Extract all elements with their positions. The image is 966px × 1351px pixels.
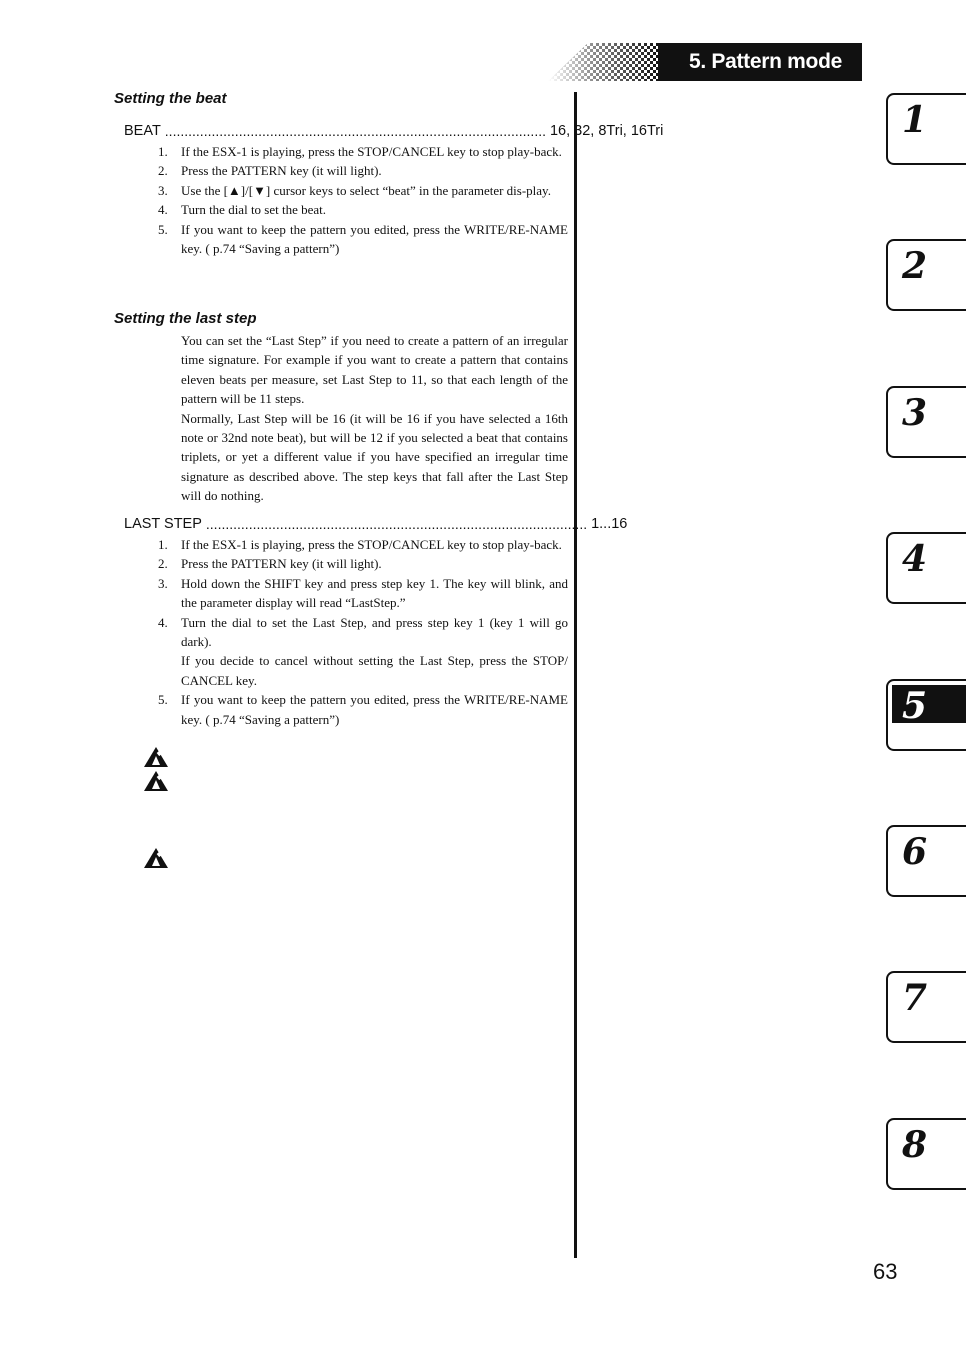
chapter-tab-number: 5: [902, 685, 928, 727]
chapter-tab-4[interactable]: [886, 532, 966, 604]
chapter-tab-number: 8: [902, 1124, 928, 1166]
chapter-header: [548, 43, 862, 81]
warning-icon: [143, 746, 169, 768]
step-number: 3.: [158, 575, 168, 591]
chapter-tab-6[interactable]: [886, 825, 966, 897]
list-item: [155, 142, 568, 161]
chapter-tab-number: 4: [902, 538, 928, 580]
step-text: Hold down the SHIFT key and press step key 1. The key will blink, and the parameter display will read “LastStep.”: [181, 575, 568, 611]
step-text: If the ESX-1 is playing, press the STOP/CANCEL key to stop play-back.: [181, 144, 562, 159]
chapter-tab-2[interactable]: [886, 239, 966, 311]
param-name: BEAT: [124, 123, 161, 139]
warning-icon: [143, 847, 169, 869]
param-range: 16, 32, 8Tri, 16Tri: [549, 123, 664, 139]
param-range: 1...16: [591, 516, 628, 532]
chapter-tab-number: 2: [902, 245, 928, 287]
paragraph-text: Normally, Last Step will be 16 (it will be 16 if you have selected a 16th note or 32nd note beat), but will be 12 if you selected a beat that contains triplets, or yet a different value if you have specified an irregular time signature as described above. The step keys that fall after the Last Step will do nothing.: [181, 410, 568, 504]
warning-icon: [143, 770, 169, 792]
chapter-title: 5. Pattern mode: [688, 50, 842, 73]
step-number: 3.: [158, 182, 168, 198]
beat-steps-list: [155, 142, 568, 258]
list-item: [155, 200, 568, 219]
step-number: 2.: [158, 163, 168, 179]
column-divider: [574, 92, 577, 1258]
param-leader-dots: ..................................................................................................: [205, 516, 588, 532]
list-item: [155, 574, 568, 613]
step-number: 1.: [158, 537, 168, 552]
step-number: 4.: [158, 202, 168, 218]
section-heading-beat: Setting the beat: [114, 90, 227, 107]
chapter-tab-3[interactable]: [886, 386, 966, 458]
step-note: If you decide to cancel without setting the Last Step, press the STOP/ CANCEL key.: [181, 653, 568, 688]
chapter-tab-5[interactable]: [886, 679, 966, 751]
chapter-tab-number: 1: [902, 99, 928, 141]
step-text: If the ESX-1 is playing, press the STOP/CANCEL key to stop play-back.: [181, 537, 562, 552]
chapter-tab-number: 3: [902, 392, 928, 434]
list-item: [155, 161, 568, 180]
list-item: [155, 535, 568, 554]
step-number: 2.: [158, 556, 168, 572]
section-heading-last-step: Setting the last step: [114, 310, 257, 327]
page-number: 63: [873, 1259, 898, 1284]
last-step-steps-list: [155, 535, 568, 729]
list-item: [155, 554, 568, 573]
step-number: 5.: [158, 221, 168, 237]
step-number: 5.: [158, 692, 168, 708]
step-number: 4.: [158, 614, 168, 630]
intro-paragraph: [181, 331, 568, 506]
step-number: 1.: [158, 144, 168, 159]
chapter-tab-7[interactable]: [886, 971, 966, 1043]
list-item: [155, 690, 568, 729]
chapter-tab-number: 6: [902, 831, 928, 873]
param-row-beat: [124, 119, 664, 139]
param-leader-dots: ..................................................................................................: [164, 123, 546, 139]
chapter-tab-number: 7: [902, 977, 928, 1019]
step-text: If you want to keep the pattern you edited, press the WRITE/RE-NAME key. ( p.74 “Saving a pattern”): [181, 221, 568, 257]
list-item: [155, 181, 568, 200]
paragraph-text: You can set the “Last Step” if you need to create a pattern of an irregular time signature. For example if you want to create a pattern that contains eleven beats per measure, set Last Step to 11, so that each length of the pattern will be 11 steps.: [181, 333, 568, 407]
list-item: [155, 613, 568, 691]
list-item: [155, 220, 568, 259]
param-name: LAST STEP: [124, 516, 202, 532]
chapter-tab-8[interactable]: [886, 1118, 966, 1190]
step-text: Press the PATTERN key (it will light).: [181, 556, 382, 572]
param-row-last-step: [124, 512, 628, 532]
step-text: If you want to keep the pattern you edited, press the WRITE/RE-NAME key. ( p.74 “Saving a pattern”): [181, 692, 568, 727]
step-text: Press the PATTERN key (it will light).: [181, 163, 382, 179]
step-text: Use the [▲]/[▼] cursor keys to select “beat” in the parameter dis-play.: [181, 182, 551, 198]
step-text: Turn the dial to set the Last Step, and press step key 1 (key 1 will go dark).: [181, 614, 568, 650]
chapter-tab-1[interactable]: [886, 93, 966, 165]
step-text: Turn the dial to set the beat.: [181, 202, 327, 218]
